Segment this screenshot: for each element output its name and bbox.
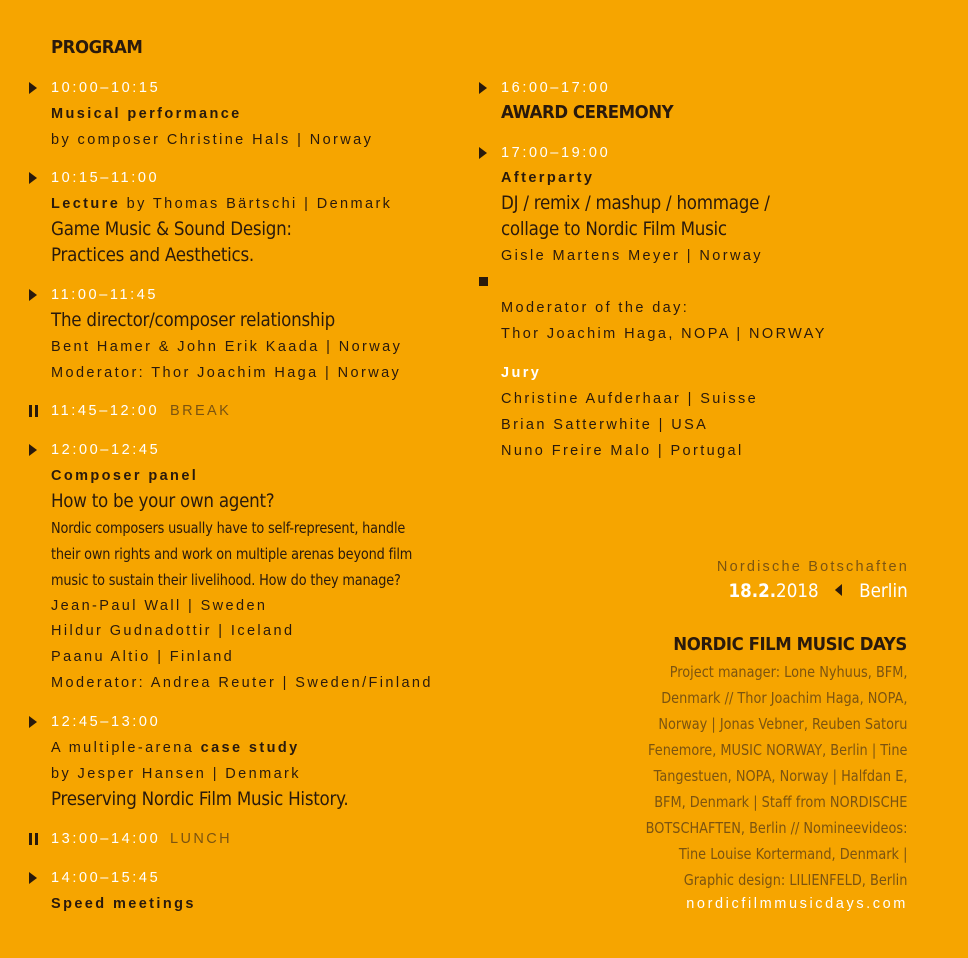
festival-name: NORDIC FILM MUSIC DAYS [673,634,907,655]
session-people: Hildur Gudnadottir | Iceland [51,623,295,639]
credit-line: Norway | Jonas Vebner, Reuben Satoru [657,715,907,733]
play-triangle-icon [29,172,37,184]
credit-line: BOTSCHAFTEN, Berlin // Nomineevideos: [645,819,907,837]
session-time: 11:00–11:45 [51,287,159,303]
break-label: BREAK [170,403,232,419]
session-title: Afterparty [501,170,595,186]
moderator-label: Moderator of the day: [501,300,690,316]
session-title: Musical performance [51,106,242,122]
session-description: Nordic composers usually have to self-represent, handle [51,519,406,537]
session-by: Gisle Martens Meyer | Norway [501,248,763,264]
credit-line: Graphic design: LILIENFELD, Berlin [683,871,907,889]
session-time: 10:00–10:15 [51,80,161,96]
session-people: Bent Hamer & John Erik Kaada | Norway [51,339,403,355]
lunch-label: LUNCH [170,831,232,847]
credit-line: Tine Louise Kortermand, Denmark | [678,845,907,863]
play-triangle-icon [29,716,37,728]
session-topic: The director/composer relationship [51,309,335,331]
session-speaker [51,196,392,212]
jury-label: Jury [501,365,542,381]
session-people: Paanu Altio | Finland [51,649,235,665]
arrow-left-icon [835,584,842,596]
session-title [51,740,300,756]
jury-member: Nuno Freire Malo | Portugal [501,443,744,459]
credit-line: Project manager: Lone Nyhuus, BFM, [669,663,907,681]
play-triangle-icon [29,289,37,301]
session-by: by composer Christine Hals | Norway [51,132,374,148]
jury-member: Christine Aufderhaar | Suisse [501,391,759,407]
session-topic: DJ / remix / mashup / hommage / [501,192,770,214]
session-title: Speed meetings [51,896,196,912]
session-title: AWARD CEREMONY [501,102,674,123]
play-triangle-icon [479,82,487,94]
venue-year: 2018 [776,580,819,602]
pause-icon [29,405,39,417]
credit-line: Tangestuen, NOPA, Norway | Halfdan E, [653,767,907,785]
session-by: by Thomas Bärtschi | Denmark [120,196,393,212]
play-triangle-icon [479,147,487,159]
session-description: their own rights and work on multiple arenas beyond film [51,545,413,563]
session-topic: Practices and Aesthetics. [51,244,254,266]
pause-icon [29,833,39,845]
session-by: by Jesper Hansen | Denmark [51,766,301,782]
square-bullet-icon [479,277,488,286]
lunch-time: 13:00–14:00 [51,831,161,847]
session-topic: Preserving Nordic Film Music History. [51,788,349,810]
session-time: 14:00–15:45 [51,870,161,886]
venue-city: Berlin [859,580,908,602]
venue-date-city [704,580,908,602]
credit-line: Fenemore, MUSIC NORWAY, Berlin | Tine [647,741,907,759]
session-kind: Lecture [51,196,121,212]
website-link[interactable]: nordicfilmmusicdays.com [686,896,908,912]
jury-member: Brian Satterwhite | USA [501,417,709,433]
session-description: music to sustain their livelihood. How do they manage? [51,571,401,589]
moderator-name: Thor Joachim Haga, NOPA | NORWAY [501,326,827,342]
session-time: 12:45–13:00 [51,714,161,730]
credit-line: BFM, Denmark | Staff from NORDISCHE [653,793,907,811]
credit-line: Denmark // Thor Joachim Haga, NOPA, [660,689,907,707]
session-time: 17:00–19:00 [501,145,611,161]
program-heading: PROGRAM [51,37,143,58]
venue-date: 18.2. [728,580,777,602]
play-triangle-icon [29,872,37,884]
play-triangle-icon [29,444,37,456]
session-time: 12:00–12:45 [51,442,161,458]
play-triangle-icon [29,82,37,94]
session-title-bold: case study [200,740,300,756]
session-topic: Game Music & Sound Design: [51,218,292,240]
session-time: 16:00–17:00 [501,80,611,96]
break-time: 11:45–12:00 [51,403,160,419]
session-topic: collage to Nordic Film Music [501,218,727,240]
session-title-pre: A multiple-arena [51,740,201,756]
credits-block [603,662,907,896]
session-time: 10:15–11:00 [51,170,160,186]
venue-place: Nordische Botschaften [716,559,909,575]
session-people: Jean-Paul Wall | Sweden [51,598,268,614]
session-people: Moderator: Thor Joachim Haga | Norway [51,365,402,381]
session-people: Moderator: Andrea Reuter | Sweden/Finland [51,675,433,691]
session-topic: How to be your own agent? [51,490,275,512]
session-title: Composer panel [51,468,199,484]
